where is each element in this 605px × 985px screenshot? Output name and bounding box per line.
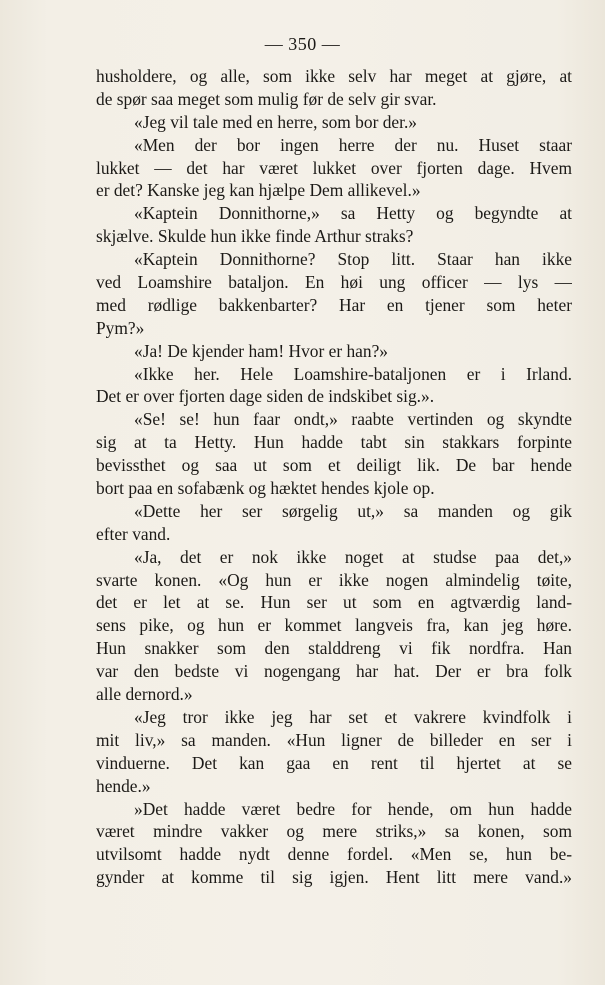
text-line: været mindre vakker og mere striks,» sa konen, som xyxy=(96,821,572,842)
text-line: gynder at komme til sig igjen. Hent litt mere vand.» xyxy=(96,867,572,888)
text-line: husholdere, og alle, som ikke selv har meget at gjøre, at xyxy=(96,66,572,86)
text-line: «Dette her ser sørgelig ut,» sa manden og gik xyxy=(134,500,572,521)
text-line: hende.» xyxy=(96,775,151,796)
text-line: er det? Kanske jeg kan hjælpe Dem allikevel.» xyxy=(96,180,421,201)
text-line: utvilsomt hadde nydt denne fordel. «Men se, hun be- xyxy=(96,844,572,865)
text-line: lukket — det har været lukket over fjorten dage. Hvem xyxy=(96,157,572,178)
text-line: alle dernord.» xyxy=(96,684,193,705)
text-line: «Ikke her. Hele Loamshire-bataljonen er i Irland. xyxy=(134,363,572,384)
text-line: det er let at se. Hun ser ut som en agtværdig land- xyxy=(96,592,572,613)
body-text xyxy=(96,65,572,889)
text-line: «Jeg vil tale med en herre, som bor der.» xyxy=(134,111,417,132)
text-line: «Kaptein Donnithorne,» sa Hetty og begyndte at xyxy=(134,203,572,224)
text-line: sig at ta Hetty. Hun hadde tabt sin stakkars forpinte xyxy=(96,432,572,453)
text-line: «Ja, det er nok ikke noget at studse paa det,» xyxy=(134,546,572,567)
text-line: de spør saa meget som mulig før de selv gir svar. xyxy=(96,88,437,109)
text-line: Pym?» xyxy=(96,317,145,338)
text-line: «Men der bor ingen herre der nu. Huset staar xyxy=(134,134,572,155)
text-line: svarte konen. «Og hun er ikke nogen almindelig tøite, xyxy=(96,569,572,590)
text-line: sens pike, og hun er kommet langveis fra, kan jeg høre. xyxy=(96,615,572,636)
text-line: bevissthet og saa ut som et deiligt lik. De bar hende xyxy=(96,455,572,476)
text-line: mit liv,» sa manden. «Hun ligner de billeder en ser i xyxy=(96,729,572,750)
text-line: med rødlige bakkenbarter? Har en tjener som heter xyxy=(96,294,572,315)
text-line: «Ja! De kjender ham! Hvor er han?» xyxy=(134,340,388,361)
text-line: «Kaptein Donnithorne? Stop litt. Staar han ikke xyxy=(134,249,572,270)
text-line: var den bedste vi nogengang har hat. Der er bra folk xyxy=(96,661,572,682)
text-line: Hun snakker som den stalddreng vi fik nordfra. Han xyxy=(96,638,572,659)
text-line: Det er over fjorten dage siden de indskibet sig.». xyxy=(96,386,435,407)
text-line: «Se! se! hun faar ondt,» raabte vertinden og skyndte xyxy=(134,409,572,430)
text-line: vinduerne. Det kan gaa en rent til hjertet at se xyxy=(96,752,572,773)
text-line: bort paa en sofabænk og hæktet hendes kjole op. xyxy=(96,478,435,499)
text-line: ved Loamshire bataljon. En høi ung officer — lys — xyxy=(96,272,572,293)
text-line: efter vand. xyxy=(96,523,171,544)
text-line: »Det hadde været bedre for hende, om hun hadde xyxy=(134,798,572,819)
text-line: skjælve. Skulde hun ikke finde Arthur straks? xyxy=(96,226,414,247)
page-number: — 350 — xyxy=(264,34,341,54)
text-line: «Jeg tror ikke jeg har set et vakrere kvindfolk i xyxy=(134,706,572,727)
